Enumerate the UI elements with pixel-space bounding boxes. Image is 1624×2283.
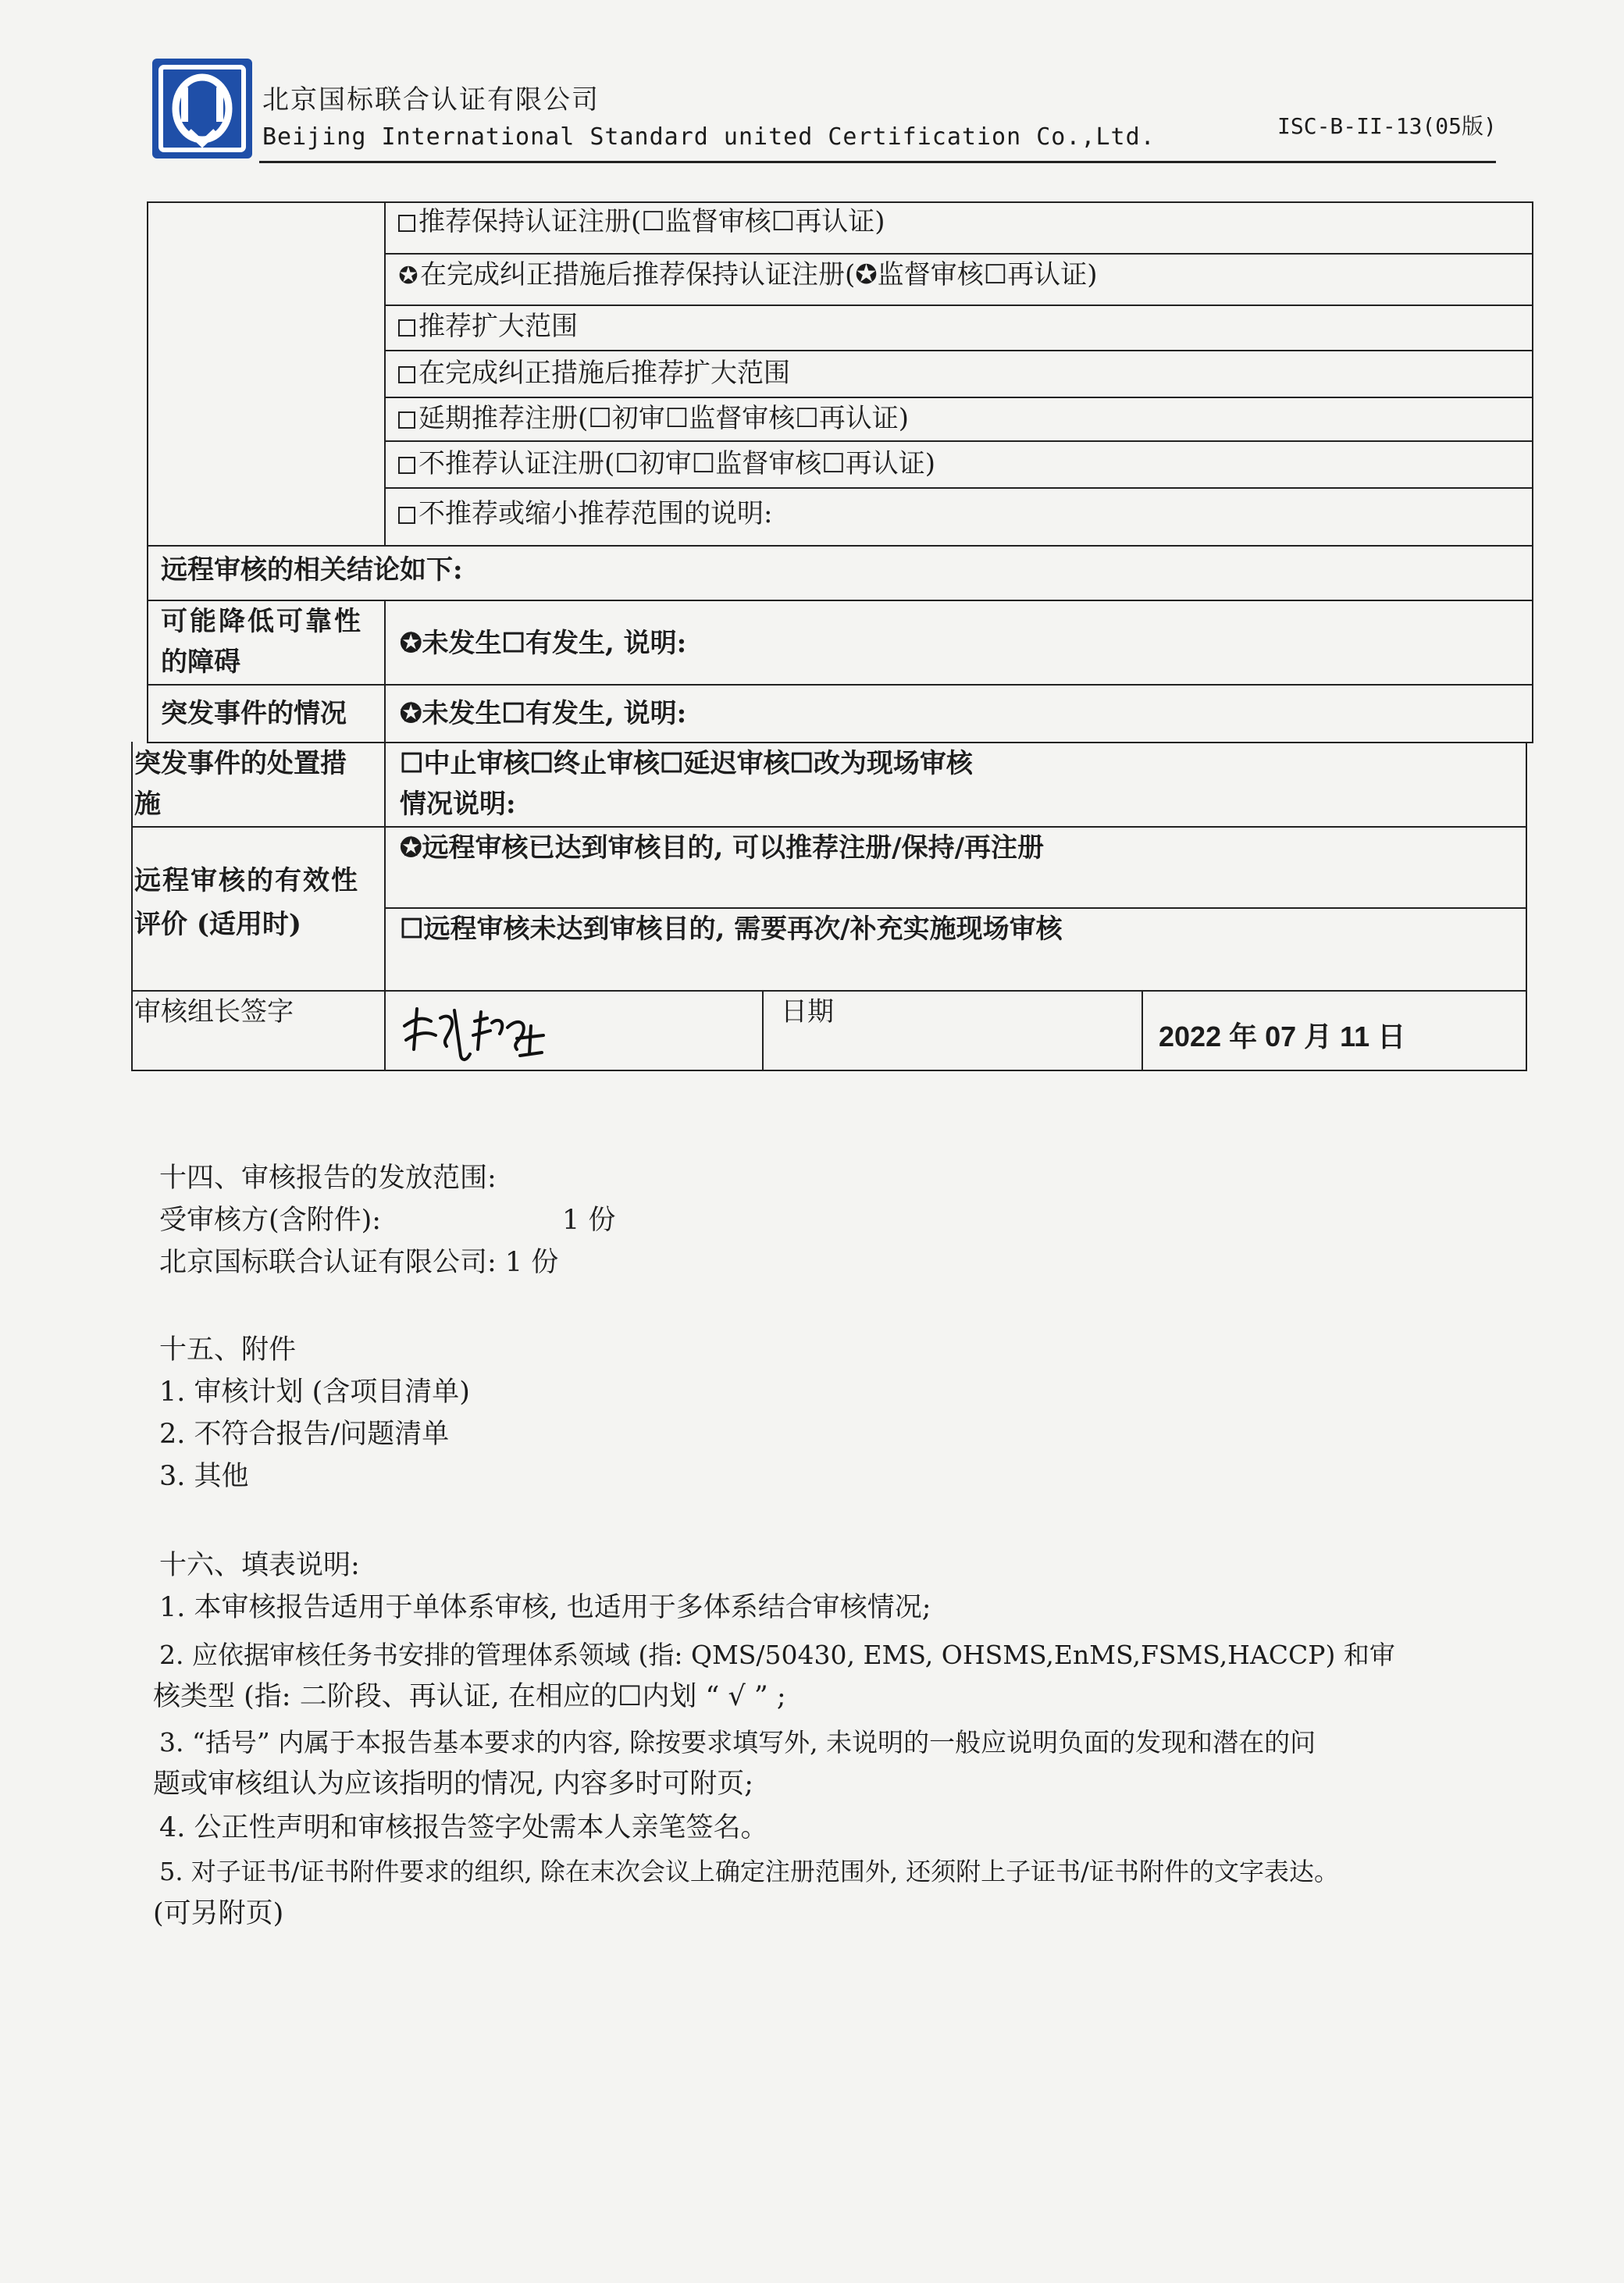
attachment-item: 1. 审核计划 (含项目清单) xyxy=(159,1377,470,1408)
effect-label-line2: 评价 (适用时) xyxy=(134,909,302,940)
recommend-item-6: 不推荐认证注册(☐初审☐监督审核☐再认证) xyxy=(398,448,935,480)
incident-value: ✪未发生☐有发生, 说明: xyxy=(400,698,687,729)
handling-options: ☐中止审核☐终止审核☐延迟审核☐改为现场审核 xyxy=(400,748,973,779)
instruction-line: 2. 应依据审核任务书安排的管理体系领域 (指: QMS/50430, EMS, OHSMS,EnMS,FSMS,HACCP) 和审 xyxy=(159,1640,1395,1670)
instruction-line: (可另附页) xyxy=(153,1898,284,1929)
effect-not-achieved: ☐远程审核未达到审核目的, 需要再次/补充实施现场审核 xyxy=(400,914,1063,945)
company-name-cn: 北京国标联合认证有限公司 xyxy=(262,84,600,116)
effect-achieved: ✪远程审核已达到审核目的, 可以推荐注册/保持/再注册 xyxy=(400,832,1044,864)
checkbox-empty-icon xyxy=(398,507,415,524)
checkbox-empty-icon xyxy=(398,366,415,383)
section-15-title: 十五、附件 xyxy=(159,1334,297,1366)
date-label: 日期 xyxy=(781,996,834,1028)
effect-label-line1: 远程审核的有效性 xyxy=(134,865,359,896)
handling-label-line1: 突发事件的处置措 xyxy=(134,748,347,779)
attachment-item: 3. 其他 xyxy=(159,1461,249,1492)
obstacle-value: ✪未发生☐有发生, 说明: xyxy=(400,628,687,659)
section-14-line1-label: 受审核方(含附件): xyxy=(159,1205,382,1236)
document-code: ISC-B-II-13(05版) xyxy=(1277,113,1497,139)
recommend-item-2: ✪在完成纠正措施后推荐保持认证注册(✪监督审核☐再认证) xyxy=(398,259,1098,290)
incident-label: 突发事件的情况 xyxy=(161,698,347,729)
section-14-line2: 北京国标联合认证有限公司: 1 份 xyxy=(159,1247,559,1278)
recommend-item-3: 推荐扩大范围 xyxy=(398,311,578,343)
remote-conclusion-heading: 远程审核的相关结论如下: xyxy=(161,554,463,586)
checkbox-empty-icon xyxy=(398,411,415,429)
checkbox-empty-icon xyxy=(398,457,415,474)
checkmark-icon: ✪ xyxy=(398,262,418,290)
company-logo xyxy=(150,56,255,161)
obstacle-label-line1: 可能降低可靠性 xyxy=(161,606,363,637)
date-value: 2022 年 07 月 11 日 xyxy=(1159,1020,1406,1052)
obstacle-label-line2: 的障碍 xyxy=(161,646,240,678)
company-name-en: Beijing International Standard united Certification Co.,Ltd. xyxy=(262,123,1156,151)
instruction-line: 1. 本审核报告适用于单体系审核, 也适用于多体系结合审核情况; xyxy=(159,1592,931,1623)
recommend-item-5: 延期推荐注册(☐初审☐监督审核☐再认证) xyxy=(398,403,909,435)
section-14-line1-value: 1 份 xyxy=(562,1205,616,1236)
recommend-item-1: 推荐保持认证注册(☐监督审核☐再认证) xyxy=(398,206,885,238)
checkbox-empty-icon xyxy=(398,215,415,232)
instruction-line: 5. 对子证书/证书附件要求的组织, 除在末次会议上确定注册范围外, 还须附上子证书/证书附件的文字表达。 xyxy=(159,1857,1339,1886)
recommend-item-4: 在完成纠正措施后推荐扩大范围 xyxy=(398,358,790,390)
attachment-item: 2. 不符合报告/问题清单 xyxy=(159,1419,450,1450)
instruction-line: 3. “括号” 内属于本报告基本要求的内容, 除按要求填写外, 未说明的一般应说明负面的发现和潜在的问 xyxy=(159,1727,1316,1758)
handling-label-line2: 施 xyxy=(134,789,161,820)
section-14-title: 十四、审核报告的发放范围: xyxy=(159,1163,497,1194)
header-rule xyxy=(259,161,1496,163)
section-16-title: 十六、填表说明: xyxy=(159,1550,360,1581)
instruction-line: 题或审核组认为应该指明的情况, 内容多时可附页; xyxy=(153,1768,754,1800)
handling-note-label: 情况说明: xyxy=(400,789,516,820)
leader-sign-label: 审核组长签字 xyxy=(134,996,294,1028)
instruction-line: 核类型 (指: 二阶段、再认证, 在相应的☐内划 “ √ ” ; xyxy=(153,1681,786,1712)
checkbox-empty-icon xyxy=(398,319,415,337)
handwritten-signature xyxy=(400,995,548,1065)
instruction-line: 4. 公正性声明和审核报告签字处需本人亲笔签名。 xyxy=(159,1812,768,1843)
recommend-item-7: 不推荐或缩小推荐范围的说明: xyxy=(398,498,772,530)
